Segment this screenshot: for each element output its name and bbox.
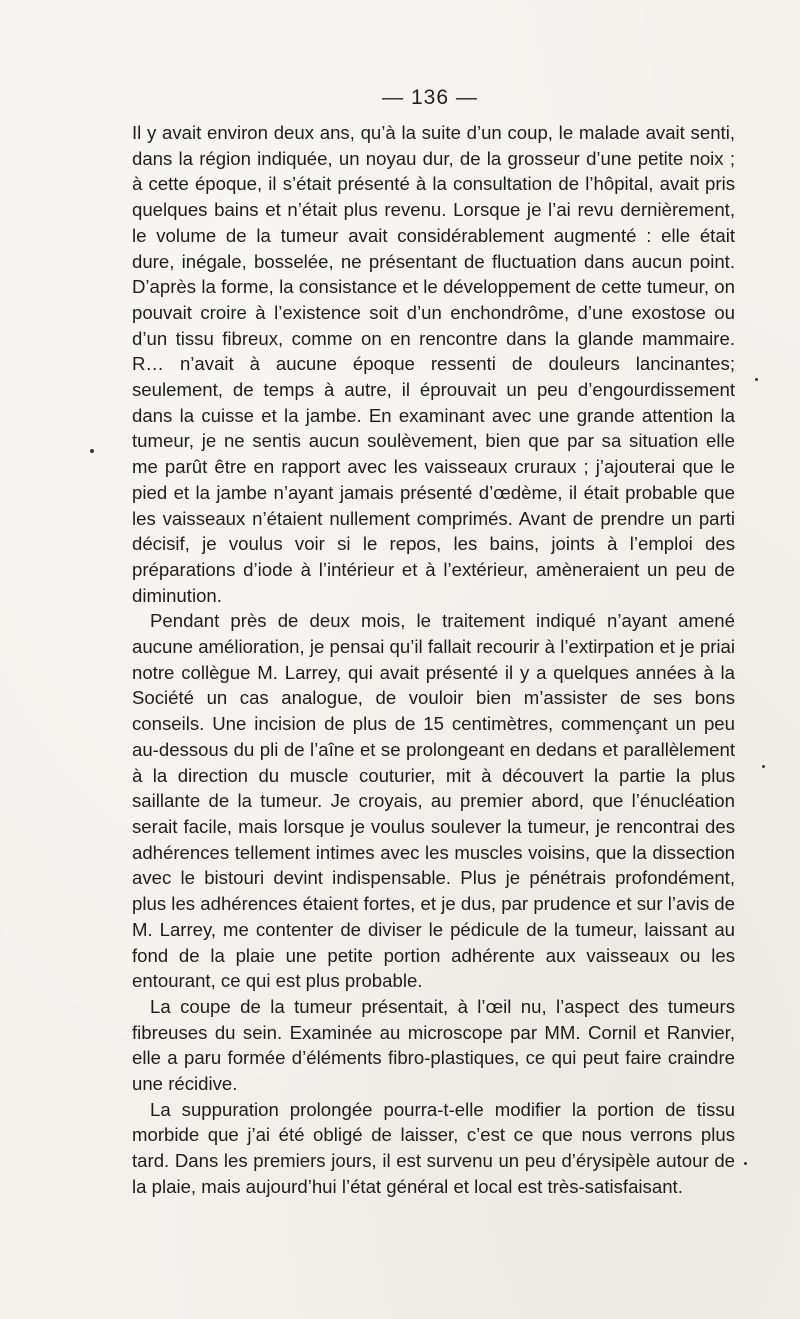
- margin-speck: [762, 765, 765, 768]
- paragraph-2: Pendant près de deux mois, le traitement indiqué n’ayant amené aucune amélioration, je pensai qu’il fallait recourir à l’extirpation et je priai notre collègue M. Larrey, qui avait présenté il y a quelques années à la Société un cas analogue, de vouloir bien m’assister de ses bons conseils. Une incision de plus de 15 centimètres, commençant un peu au-dessous du pli de l’aîne et se prolongeant en dedans et parallèlement à la direction du muscle couturier, mit à découvert la partie la plus saillante de la tumeur. Je croyais, au premier abord, que l’énucléation serait facile, mais lorsque je voulus soulever la tumeur, je rencontrai des adhérences tellement intimes avec les muscles voisins, que la dissection avec le bistouri devint indispensable. Plus je pénétrais profondément, plus les adhérences étaient fortes, et je dus, par prudence et sur l’avis de M. Larrey, me contenter de diviser le pédicule de la tumeur, laissant au fond de la plaie une petite portion adhérente aux vaisseaux ou les entourant, ce qui est plus probable.: [132, 610, 735, 992]
- paragraph-1: Il y avait environ deux ans, qu’à la suite d’un coup, le malade avait senti, dans la région indiquée, un noyau dur, de la grosseur d’une petite noix ; à cette époque, il s’était présenté à la consultation de l’hôpital, avait pris quelques bains et n’était plus revenu. Lorsque je l’ai revu dernièrement, le volume de la tumeur avait considérablement augmenté : elle était dure, inégale, bosselée, ne présentant de fluctuation dans aucun point. D’après la forme, la consistance et le développement de cette tumeur, on pouvait croire à l’existence soit d’un enchondrôme, d’une exostose ou d’un tissu fibreux, comme on en rencontre dans la glande mammaire. R… n’avait à aucune époque ressenti de douleurs lancinantes; seulement, de temps à autre, il éprouvait un peu d’engourdissement dans la cuisse et la jambe. En examinant avec une grande attention la tumeur, je ne sentis aucun soulèvement, bien que par sa situation elle me parût être en rapport avec les vaisseaux cruraux ; j’ajouterai que le pied et la jambe n’ayant jamais présenté d’œdème, il était probable que les vaisseaux n’étaient nullement comprimés. Avant de prendre un parti décisif, je voulus voir si le repos, les bains, joints à l’emploi des préparations d’iode à l’intérieur et à l’extérieur, amèneraient un peu de diminution.: [132, 122, 735, 606]
- margin-speck: [755, 378, 758, 381]
- margin-speck: [744, 1162, 747, 1165]
- page-number: — 136 —: [382, 86, 478, 109]
- paragraph-3: La coupe de la tumeur présentait, à l’œil nu, l’aspect des tumeurs fibreuses du sein. Examinée au microscope par MM. Cornil et Ranvier, elle a paru formée d’éléments fibro-plastiques, ce qui peut faire craindre une récidive.: [132, 995, 735, 1095]
- paragraph-4: La suppuration prolongée pourra-t-elle modifier la portion de tissu morbide que j’ai été obligé de laisser, c’est ce que nous verrons plus tard. Dans les premiers jours, il est survenu un peu d’érysipèle autour de la plaie, mais aujourd’hui l’état général et local est très-satisfaisant.: [132, 1098, 735, 1197]
- margin-speck: [90, 449, 94, 453]
- body-text: [132, 120, 735, 1200]
